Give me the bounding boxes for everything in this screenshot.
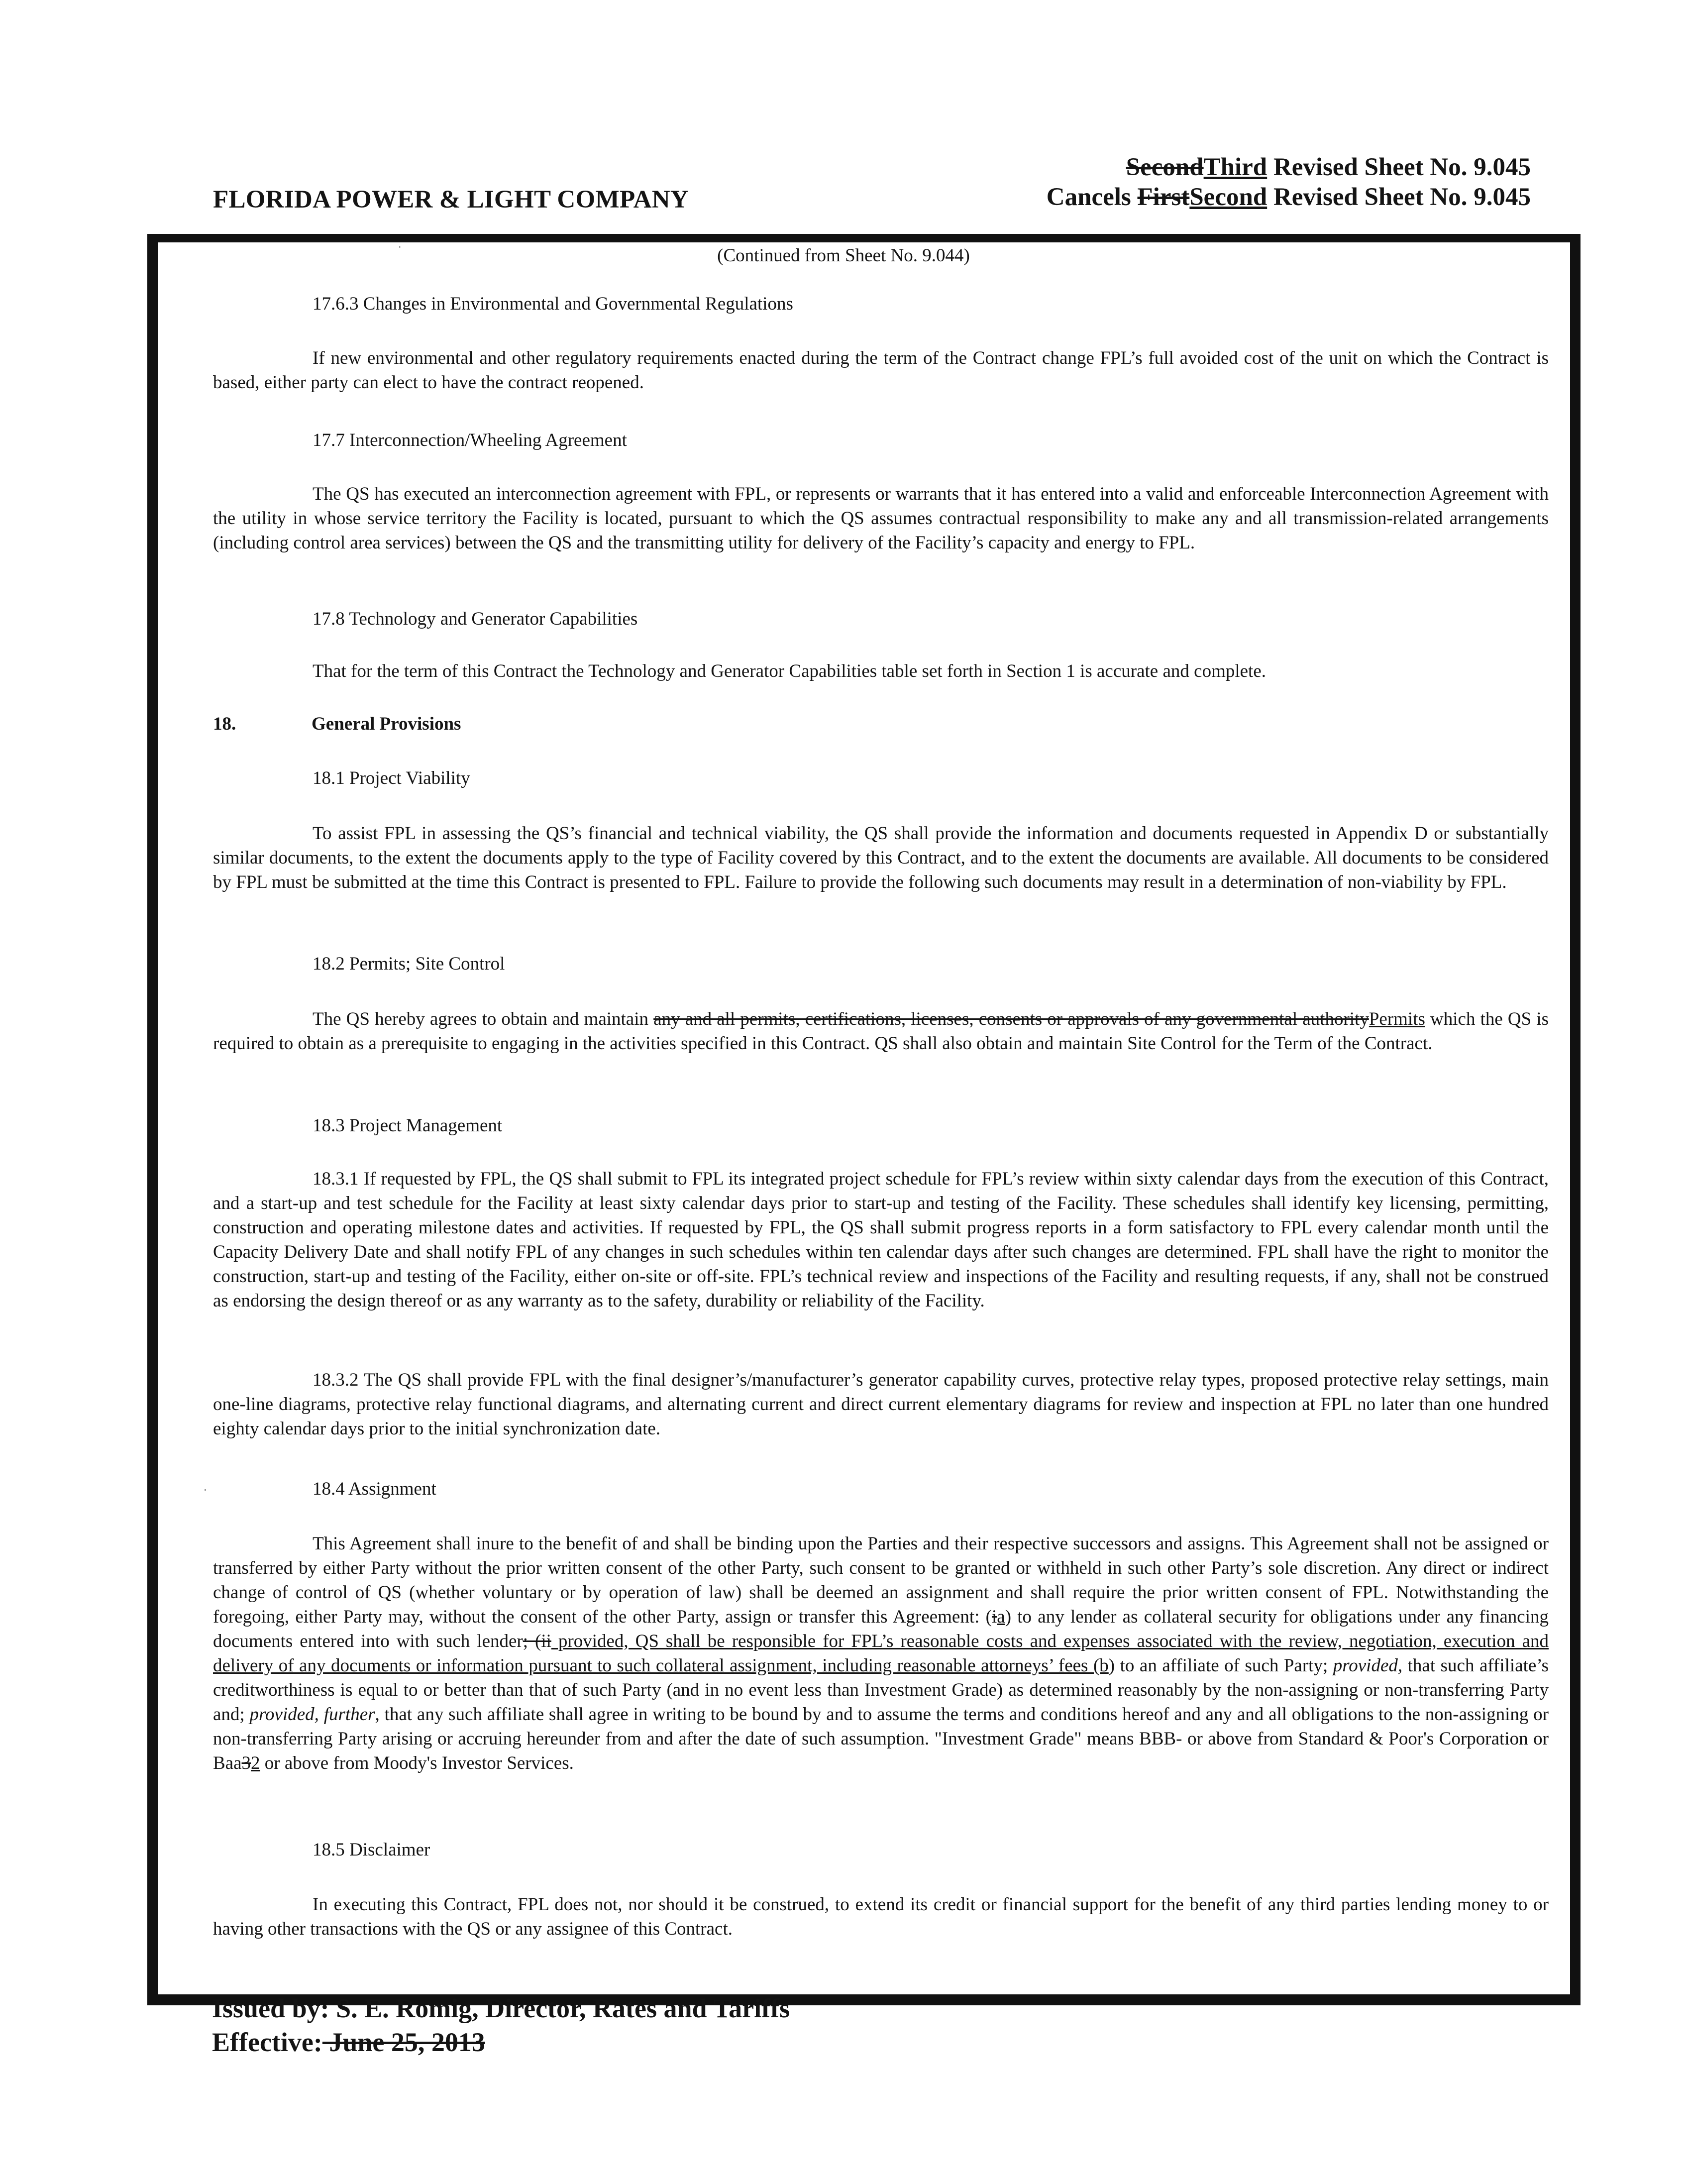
text-run: that such affiliate’s creditworthiness is equal to or better than that of such Party (and in no event less than Investment Grade) as determined reasonably by the non-assigning or non-transferring Party and; <box>213 1655 1549 1725</box>
sheet-number-rest: Revised Sheet No. 9.045 <box>1267 153 1531 181</box>
text-run: , that any such affiliate shall agree in writing to be bound by and to assume the terms and conditions hereof and any and all obligations to the non-assigning or non-transferring Party arising or accruing hereunder from and after the date of such assumption. "Investment Grade" means BBB- or above from Standard & Poor's Corporation or Baa <box>213 1704 1549 1773</box>
deleted-text: First <box>1137 183 1190 211</box>
cancels-prefix: Cancels <box>1046 183 1138 211</box>
deleted-text: any and all permits, certifications, licenses, consents or approvals of any governmental authority <box>653 1009 1369 1029</box>
inserted-text: Permits <box>1369 1009 1425 1029</box>
cancels-rest: Revised Sheet No. 9.045 <box>1267 183 1531 211</box>
inserted-text: Third <box>1203 153 1267 181</box>
heading-18-1: 18.1 Project Viability <box>313 768 470 788</box>
continued-note: (Continued from Sheet No. 9.044) <box>717 245 970 266</box>
margin-mark <box>205 1489 206 1491</box>
paragraph-18-3-2: 18.3.2 The QS shall provide FPL with the final designer’s/manufacturer’s generator capability curves, protective relay types, proposed protective relay settings, main one-line diagrams, protective relay functional diagrams, and alternating current and direct current elementary diagrams for review and inspection at FPL no later than one hundred eighty calendar days prior to the initial synchronization date. <box>213 1370 1549 1439</box>
effective-label: Effective: <box>212 2027 322 2057</box>
text-run: which the QS is required to obtain as a prerequisite to engaging in the activities specified in this Contract. QS shall also obtain and maintain Site Control for the Term of the Contract. <box>213 1009 1549 1054</box>
deleted-text: June 25, 2013 <box>322 2027 485 2057</box>
text-run: ) to any lender as collateral security for obligations under any financing documents entered into with such lender <box>213 1607 1549 1651</box>
heading-18-4: 18.4 Assignment <box>313 1479 436 1499</box>
deleted-text: 3 <box>241 1753 251 1773</box>
inserted-text: 2 <box>251 1753 260 1773</box>
heading-17-6-3: 17.6.3 Changes in Environmental and Governmental Regulations <box>313 294 793 314</box>
text-run: ) to an affiliate of such Party; <box>1108 1655 1333 1676</box>
company-name: FLORIDA POWER & LIGHT COMPANY <box>213 186 689 214</box>
heading-18-5: 18.5 Disclaimer <box>313 1840 430 1860</box>
paragraph-18-4 <box>213 1531 1549 1775</box>
issued-by: Issued by: S. E. Romig, Director, Rates and Tariffs <box>212 1993 790 2023</box>
stray-dot: · <box>398 242 402 253</box>
paragraph-18-1: To assist FPL in assessing the QS’s financial and technical viability, the QS shall provide the information and documents requested in Appendix D or substantially similar documents, to the extent the documents apply to the type of Facility covered by this Contract, and to the extent the documents are available. All documents to be considered by FPL must be submitted at the time this Contract is presented to FPL. Failure to provide the following such documents may result in a determination of non-viability by FPL. <box>213 823 1549 892</box>
sheet-number-line <box>1126 153 1531 182</box>
paragraph-17-8: That for the term of this Contract the Technology and Generator Capabilities table set forth in Section 1 is accurate and complete. <box>313 661 1266 681</box>
cancels-sheet-line <box>1047 183 1531 212</box>
text-run: The QS hereby agrees to obtain and maintain <box>313 1009 654 1029</box>
heading-18-3: 18.3 Project Management <box>313 1115 503 1136</box>
emphasis-text: provided, <box>1333 1655 1403 1676</box>
heading-18-2: 18.2 Permits; Site Control <box>313 954 505 974</box>
deleted-text: Second <box>1126 153 1204 181</box>
emphasis-text: provided, further <box>249 1704 375 1725</box>
paragraph-18-5: In executing this Contract, FPL does not, nor should it be construed, to extend its credit or financial support for the benefit of any third parties lending money to or having other transactions with the QS or any assignee of this Contract. <box>213 1894 1549 1939</box>
inserted-text: provided, QS shall be responsible for FPL’s reasonable costs and expenses associated with the review, negotiation, execution and delivery of any documents or information pursuant to such collateral assignment, including reasonable attorneys’ fees (b <box>213 1631 1549 1676</box>
section-title-18: General Provisions <box>312 714 461 734</box>
inserted-text: a <box>997 1607 1005 1627</box>
text-run: This Agreement shall inure to the benefit of and shall be binding upon the Parties and their respective successors and assigns. This Agreement shall not be assigned or transferred by either Party without the prior written consent of the other Party, such consent to be granted or withheld in such other Party’s sole discretion. Any direct or indirect change of control of QS (whether voluntary or by operation of law) shall be deemed an assignment and shall require the prior written consent of FPL. Notwithstanding the foregoing, either Party may, without the consent of the other Party, assign or transfer this Agreement: ( <box>213 1533 1549 1627</box>
inserted-text: Second <box>1189 183 1267 211</box>
effective-date <box>212 2027 485 2058</box>
text-run: or above from Moody's Investor Services. <box>260 1753 574 1773</box>
heading-17-7: 17.7 Interconnection/Wheeling Agreement <box>313 430 627 450</box>
paragraph-18-3-1: 18.3.1 If requested by FPL, the QS shall submit to FPL its integrated project schedule for FPL’s review within sixty calendar days from the execution of this Contract, and a start-up and test schedule for the Facility at least sixty calendar days prior to start-up and testing of the Facility. These schedules shall identify key licensing, permitting, construction and operating milestone dates and activities. If requested by FPL, the QS shall submit progress reports in a form satisfactory to FPL every calendar month until the Capacity Delivery Date and shall notify FPL of any changes in such schedules within ten calendar days after such changes are determined. FPL shall have the right to monitor the construction, start-up and testing of the Facility, either on-site or off-site. FPL’s technical review and inspections of the Facility and resulting requests, if any, shall not be construed as endorsing the design thereof or as any warranty as to the safety, durability or reliability of the Facility. <box>213 1169 1549 1311</box>
heading-17-8: 17.8 Technology and Generator Capabilities <box>313 609 638 629</box>
paragraph-17-7: The QS has executed an interconnection agreement with FPL, or represents or warrants that it has entered into a valid and enforceable Interconnection Agreement with the utility in whose service territory the Facility is located, pursuant to which the QS assumes contractual responsibility to make any and all transmission-related arrangements (including control area services) between the QS and the transmitting utility for delivery of the Facility’s capacity and energy to FPL. <box>213 484 1549 553</box>
section-number-18: 18. <box>213 714 236 734</box>
paragraph-17-6-3: If new environmental and other regulatory requirements enacted during the term of the Contract change FPL’s full avoided cost of the unit on which the Contract is based, either party can elect to have the contract reopened. <box>213 348 1549 393</box>
deleted-text: i <box>991 1607 997 1627</box>
deleted-text: ; (ii <box>523 1631 551 1651</box>
paragraph-18-2 <box>213 1007 1549 1056</box>
